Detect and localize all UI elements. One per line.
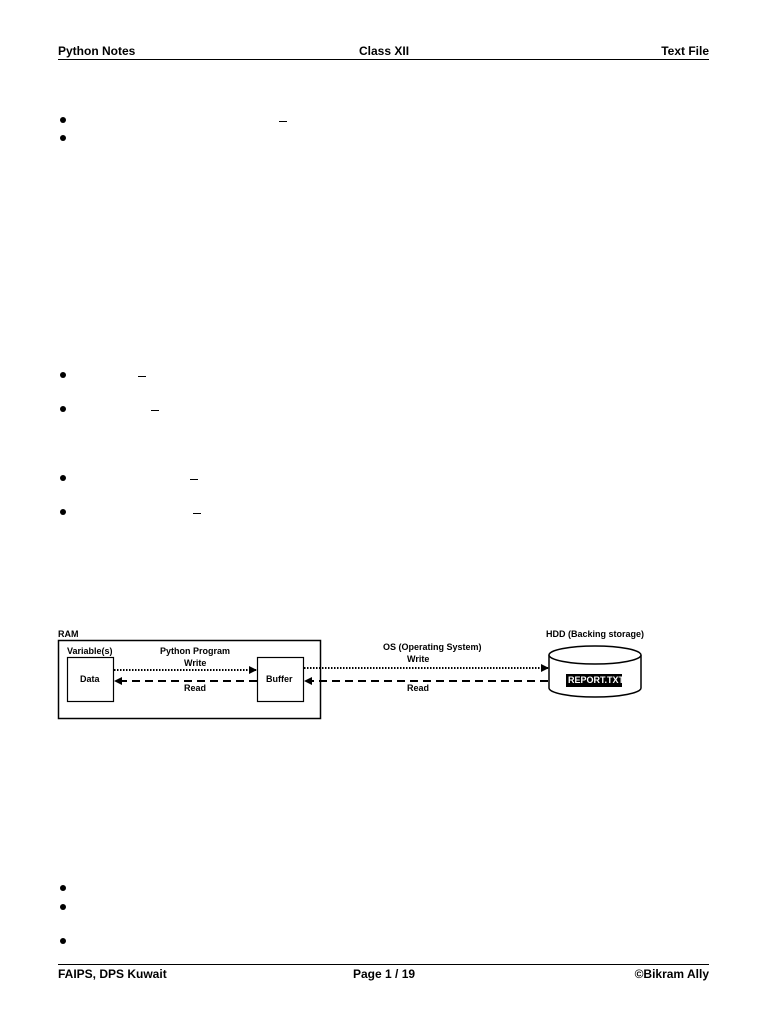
footer-center: Page 1 / 19: [353, 967, 416, 981]
write-label-left: Write: [184, 658, 207, 668]
variables-label: Variable(s): [67, 646, 113, 656]
hdd-label: HDD (Backing storage): [546, 629, 645, 639]
read-label-left: Read: [184, 683, 207, 693]
header-center: Class XII: [359, 44, 410, 58]
bullet-point: [60, 904, 66, 910]
header-right: Text File: [661, 44, 709, 58]
file-label: REPORT.TXT: [568, 675, 625, 685]
python-program-label: Python Program: [160, 646, 231, 656]
footer-right: ©Bikram Ally: [634, 967, 709, 981]
read-label-right: Read: [407, 683, 430, 693]
data-box-label: Data: [80, 674, 100, 684]
buffer-box-label: Buffer: [266, 674, 293, 684]
hdd-cylinder-top: [549, 646, 641, 664]
bullet-point: [60, 938, 66, 944]
os-label: OS (Operating System): [383, 642, 482, 652]
header-left: Python Notes: [58, 44, 136, 58]
footer-rule: [58, 964, 709, 965]
ram-label: RAM: [58, 629, 79, 639]
footer-left: FAIPS, DPS Kuwait: [58, 967, 167, 981]
write-label-right: Write: [407, 654, 430, 664]
bullet-point: [60, 885, 66, 891]
